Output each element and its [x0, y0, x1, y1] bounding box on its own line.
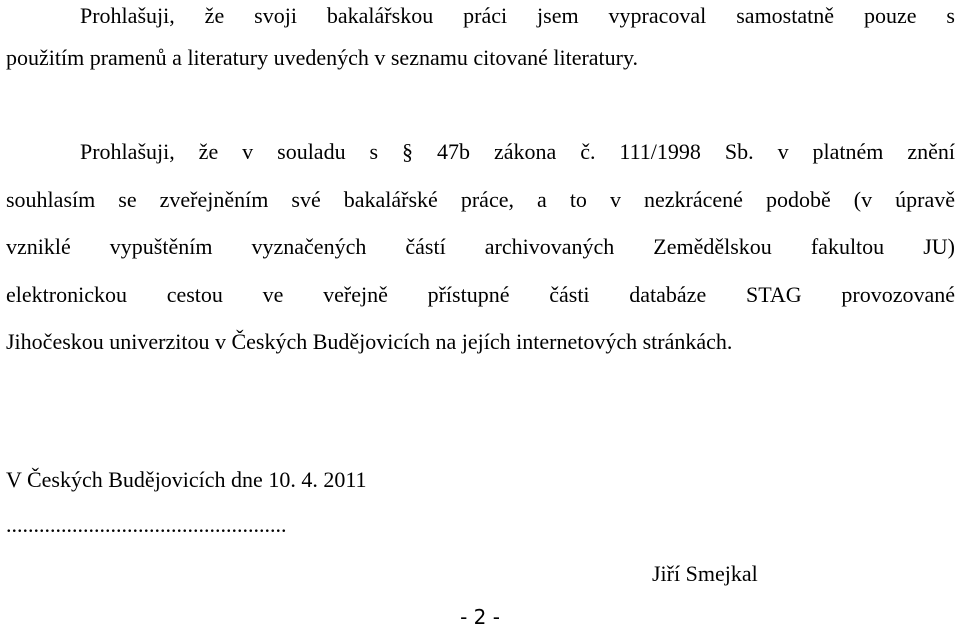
signature-line: ...................................................: [6, 512, 287, 537]
declaration-2-line-5: Jihočeskou univerzitou v Českých Budějovicích na jejích internetových stránkách.: [6, 329, 733, 354]
signature-name: Jiří Smejkal: [652, 561, 758, 586]
declaration-1-line-1: Prohlašuji, že svoji bakalářskou práci jsem vypracoval samostatně pouze s: [80, 3, 955, 28]
place-and-date: V Českých Budějovicích dne 10. 4. 2011: [6, 467, 367, 492]
declaration-2-line-1: Prohlašuji, že v souladu s § 47b zákona č. 111/1998 Sb. v platném znění: [80, 139, 955, 164]
declaration-1-line-2: použitím pramenů a literatury uvedených v seznamu citované literatury.: [6, 45, 639, 70]
declaration-2-line-3: vzniklé vypuštěním vyznačených částí archivovaných Zemědělskou fakultou JU): [6, 234, 955, 259]
page-number: - 2 -: [460, 605, 500, 629]
declaration-2-line-4: elektronickou cestou ve veřejně přístupné části databáze STAG provozované: [6, 282, 955, 307]
declaration-2-line-2: souhlasím se zveřejněním své bakalářské práce, a to v nezkrácené podobě (v úpravě: [6, 187, 955, 212]
